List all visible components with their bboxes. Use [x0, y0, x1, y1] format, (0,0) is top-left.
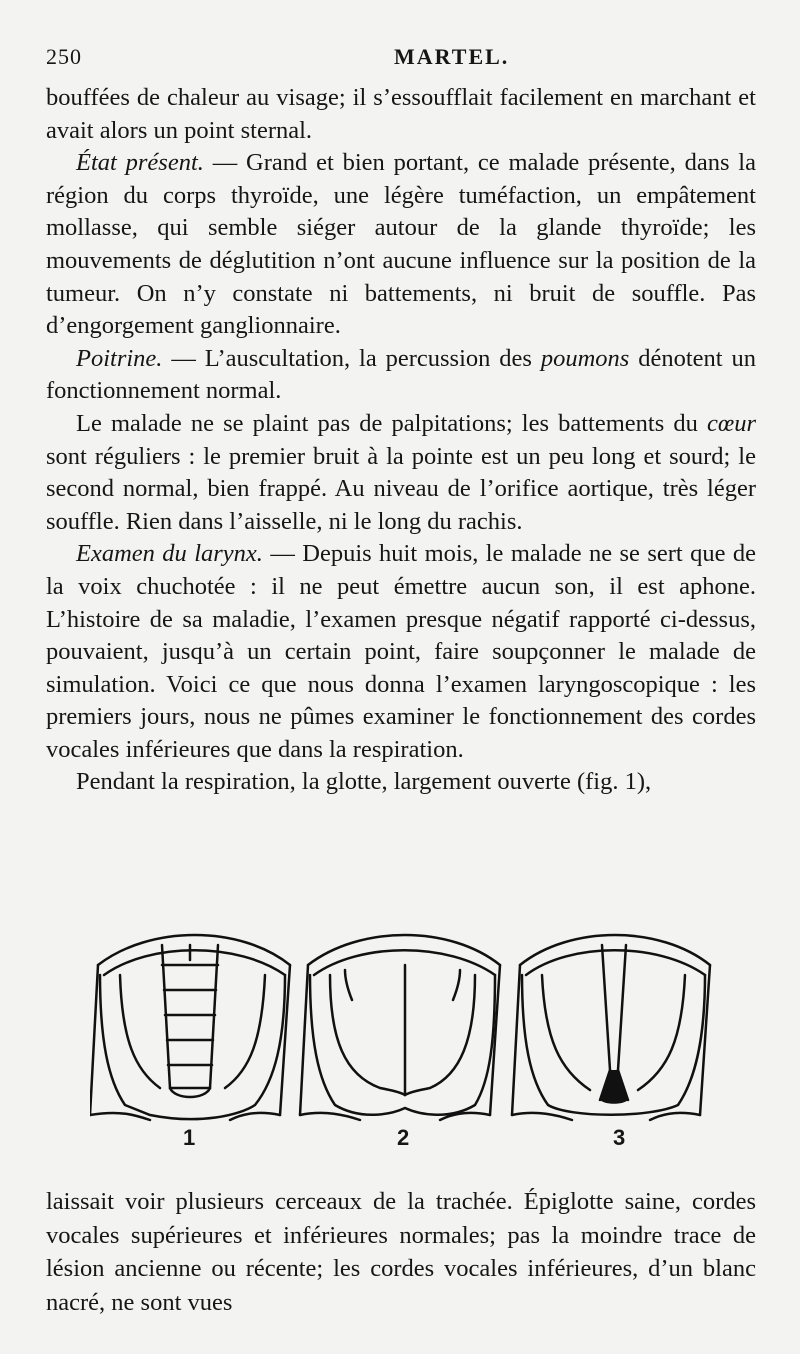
figure-label-2: 2: [397, 1125, 410, 1150]
larynx-illustration: [90, 920, 720, 1160]
paragraph-text: Le malade ne se plaint pas de palpitations; les battements du: [76, 409, 707, 437]
paragraph-text: sont réguliers : le premier bruit à la pointe est un peu long et sourd; le second normal, bien frappé. Au niveau de l’orifice aortique, très léger souffle. Rien dans l’aisselle, ni le long du rachis.: [46, 442, 756, 535]
italic-word: poumons: [540, 344, 630, 372]
section-label-etat-present: État présent.: [76, 149, 204, 177]
italic-word: cœur: [707, 409, 756, 437]
figure-label-1: 1: [183, 1125, 196, 1150]
body-text-top: [46, 82, 756, 799]
paragraph-text: — L’auscultation, la percussion des: [162, 344, 541, 372]
page-header: [46, 40, 756, 76]
paragraph-coeur: [46, 408, 756, 538]
paragraph-continuation: bouffées de chaleur au visage; il s’essoufflait facilement en marchant et avait alors un point sternal.: [46, 84, 756, 144]
larynx-drawing-1: [90, 935, 290, 1120]
section-label-larynx: Examen du larynx.: [76, 540, 263, 568]
body-text-bottom: [46, 1185, 756, 1319]
paragraph-poitrine: [46, 343, 756, 408]
paragraph-trachee: laissait voir plusieurs cerceaux de la trachée. Épiglotte saine, cordes vocales supérieures et inférieures normales; pas la moindre trace de lésion ancienne ou récente; les cordes vocales inférieures, d’un blanc nacré, ne sont vues: [46, 1188, 756, 1316]
running-head: MARTEL.: [394, 44, 510, 69]
figure-label-3: 3: [613, 1125, 626, 1150]
paragraph-larynx: [46, 538, 756, 766]
section-label-poitrine: Poitrine.: [76, 344, 163, 372]
page-number: 250: [46, 44, 82, 69]
larynx-drawing-2: [300, 935, 500, 1120]
larynx-figure: [90, 920, 720, 1160]
paragraph-text: dénotent un fonctionnement normal.: [46, 344, 756, 405]
paragraph-text: — Grand et bien portant, ce malade présente, dans la région du corps thyroïde, une légère tuméfaction, un empâtement mollasse, qui semble siéger autour de la glande thyroïde; les mouvements de déglutition n’ont aucune influence sur la position de la tumeur. On n’y constate ni battements, ni bruit de souffle. Pas d’engorgement ganglionnaire.: [46, 149, 756, 340]
paragraph-respiration: Pendant la respiration, la glotte, largement ouverte (fig. 1),: [76, 768, 652, 796]
paragraph-text: — Depuis huit mois, le malade ne se sert que de la voix chuchotée : il ne peut émettre aucun son, il est aphone. L’histoire de sa maladie, l’examen presque négatif rapporté ci-dessus, pouvaient, jusqu’à un certain point, faire soupçonner le malade de simulation. Voici ce que nous donna l’examen laryngoscopique : les premiers jours, nous ne pûmes examiner le fonctionnement des cordes vocales inférieures que dans la respiration.: [46, 540, 756, 763]
paragraph-etat-present: [46, 147, 756, 343]
